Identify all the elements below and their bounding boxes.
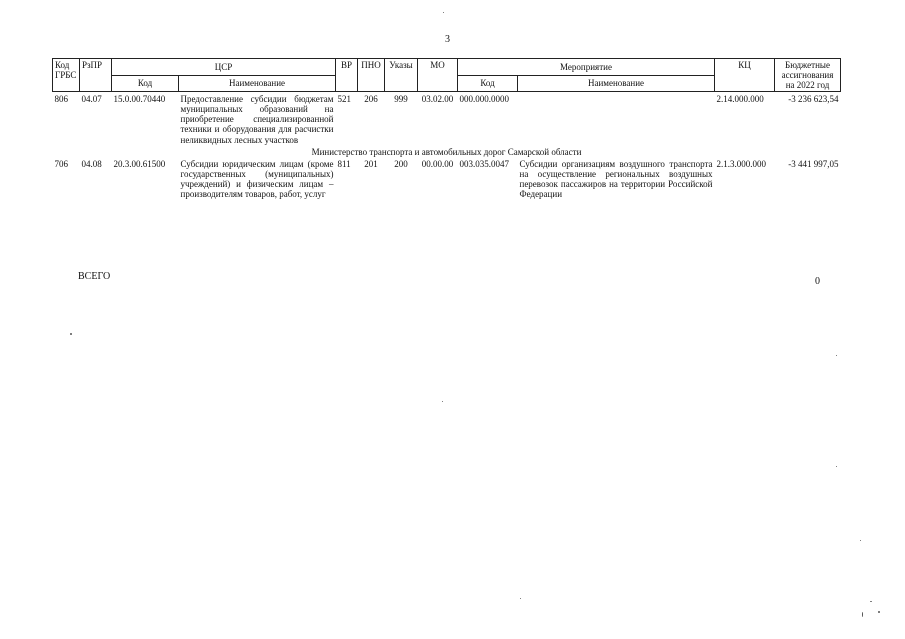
cell-grbs: 706	[54, 158, 68, 169]
scan-speck	[878, 611, 880, 613]
cell-event-name: Субсидии организациям воздушного транспорта на осуществление региональных воздушных перевозок пассажиров на территории Российской Федерации	[519, 158, 713, 199]
cell-grbs: 806	[54, 94, 68, 105]
scan-speck	[836, 466, 837, 467]
table-row	[53, 92, 841, 145]
cell-mo: 00.00.00	[421, 158, 454, 169]
cell-kc: 2.1.3.000.000	[716, 158, 766, 169]
header-pno: ПНО	[358, 59, 385, 92]
header-event-name: Наименование	[518, 75, 715, 92]
cell-csr-name: Субсидии юридическим лицам (кроме государственных (муниципальных) учреждений) и физическим лицам – производителям товаров, работ, услуг	[180, 158, 334, 199]
header-csr: ЦСР	[112, 59, 336, 76]
budget-table	[52, 58, 841, 199]
cell-vr: 811	[337, 158, 351, 169]
header-event-code: Код	[458, 75, 518, 92]
cell-csr-name: Предоставление субсидии бюджетам муниципальных образований на приобретение специализированной техники и оборудования для расчистки неликвидных лесных участков	[180, 94, 334, 145]
cell-event-code: 000.000.0000	[459, 94, 509, 105]
cell-event-name	[518, 92, 715, 145]
table-row	[53, 157, 841, 199]
page-number: 3	[445, 34, 450, 45]
cell-rzpr: 04.08	[81, 158, 102, 169]
scan-speck	[870, 601, 872, 602]
header-kc: КЦ	[715, 59, 775, 92]
header-rzpr: РзПР	[80, 59, 112, 92]
cell-amount: -3 236 623,54	[788, 94, 839, 105]
cell-pno: 206	[364, 94, 378, 105]
header-grbs: Код ГРБС	[53, 59, 80, 92]
cell-pno: 201	[364, 158, 378, 169]
header-csr-code: Код	[112, 75, 179, 92]
scan-speck	[443, 12, 444, 13]
cell-ukazy: 999	[394, 94, 408, 105]
header-mo: МО	[418, 59, 458, 92]
ministry-heading-row	[53, 145, 841, 157]
header-event: Мероприятие	[458, 59, 715, 76]
scan-speck	[70, 333, 72, 335]
scan-speck	[862, 612, 863, 617]
cell-event-code: 003.035.0047	[459, 158, 509, 169]
header-vr: ВР	[336, 59, 358, 92]
cell-vr: 521	[337, 94, 351, 105]
total-value: 0	[815, 276, 820, 287]
cell-csr-code: 15.0.00.70440	[113, 94, 166, 105]
header-allocation: Бюджетные ассигнования на 2022 год	[775, 59, 841, 92]
scan-speck	[520, 598, 521, 599]
cell-rzpr: 04.07	[81, 94, 102, 105]
cell-mo: 03.02.00	[421, 94, 454, 105]
cell-ukazy: 200	[394, 158, 408, 169]
table-header-row	[53, 59, 841, 76]
ministry-heading: Министерство транспорта и автомобильных дорог Самарской области	[311, 146, 582, 157]
cell-kc: 2.14.000.000	[716, 94, 764, 105]
scan-speck	[442, 401, 443, 402]
scan-speck	[836, 355, 837, 356]
header-csr-name: Наименование	[179, 75, 336, 92]
cell-amount: -3 441 997,05	[788, 158, 839, 169]
header-ukazy: Указы	[385, 59, 418, 92]
cell-csr-code: 20.3.00.61500	[113, 158, 166, 169]
total-label: ВСЕГО	[78, 271, 111, 282]
scan-speck	[860, 540, 861, 541]
